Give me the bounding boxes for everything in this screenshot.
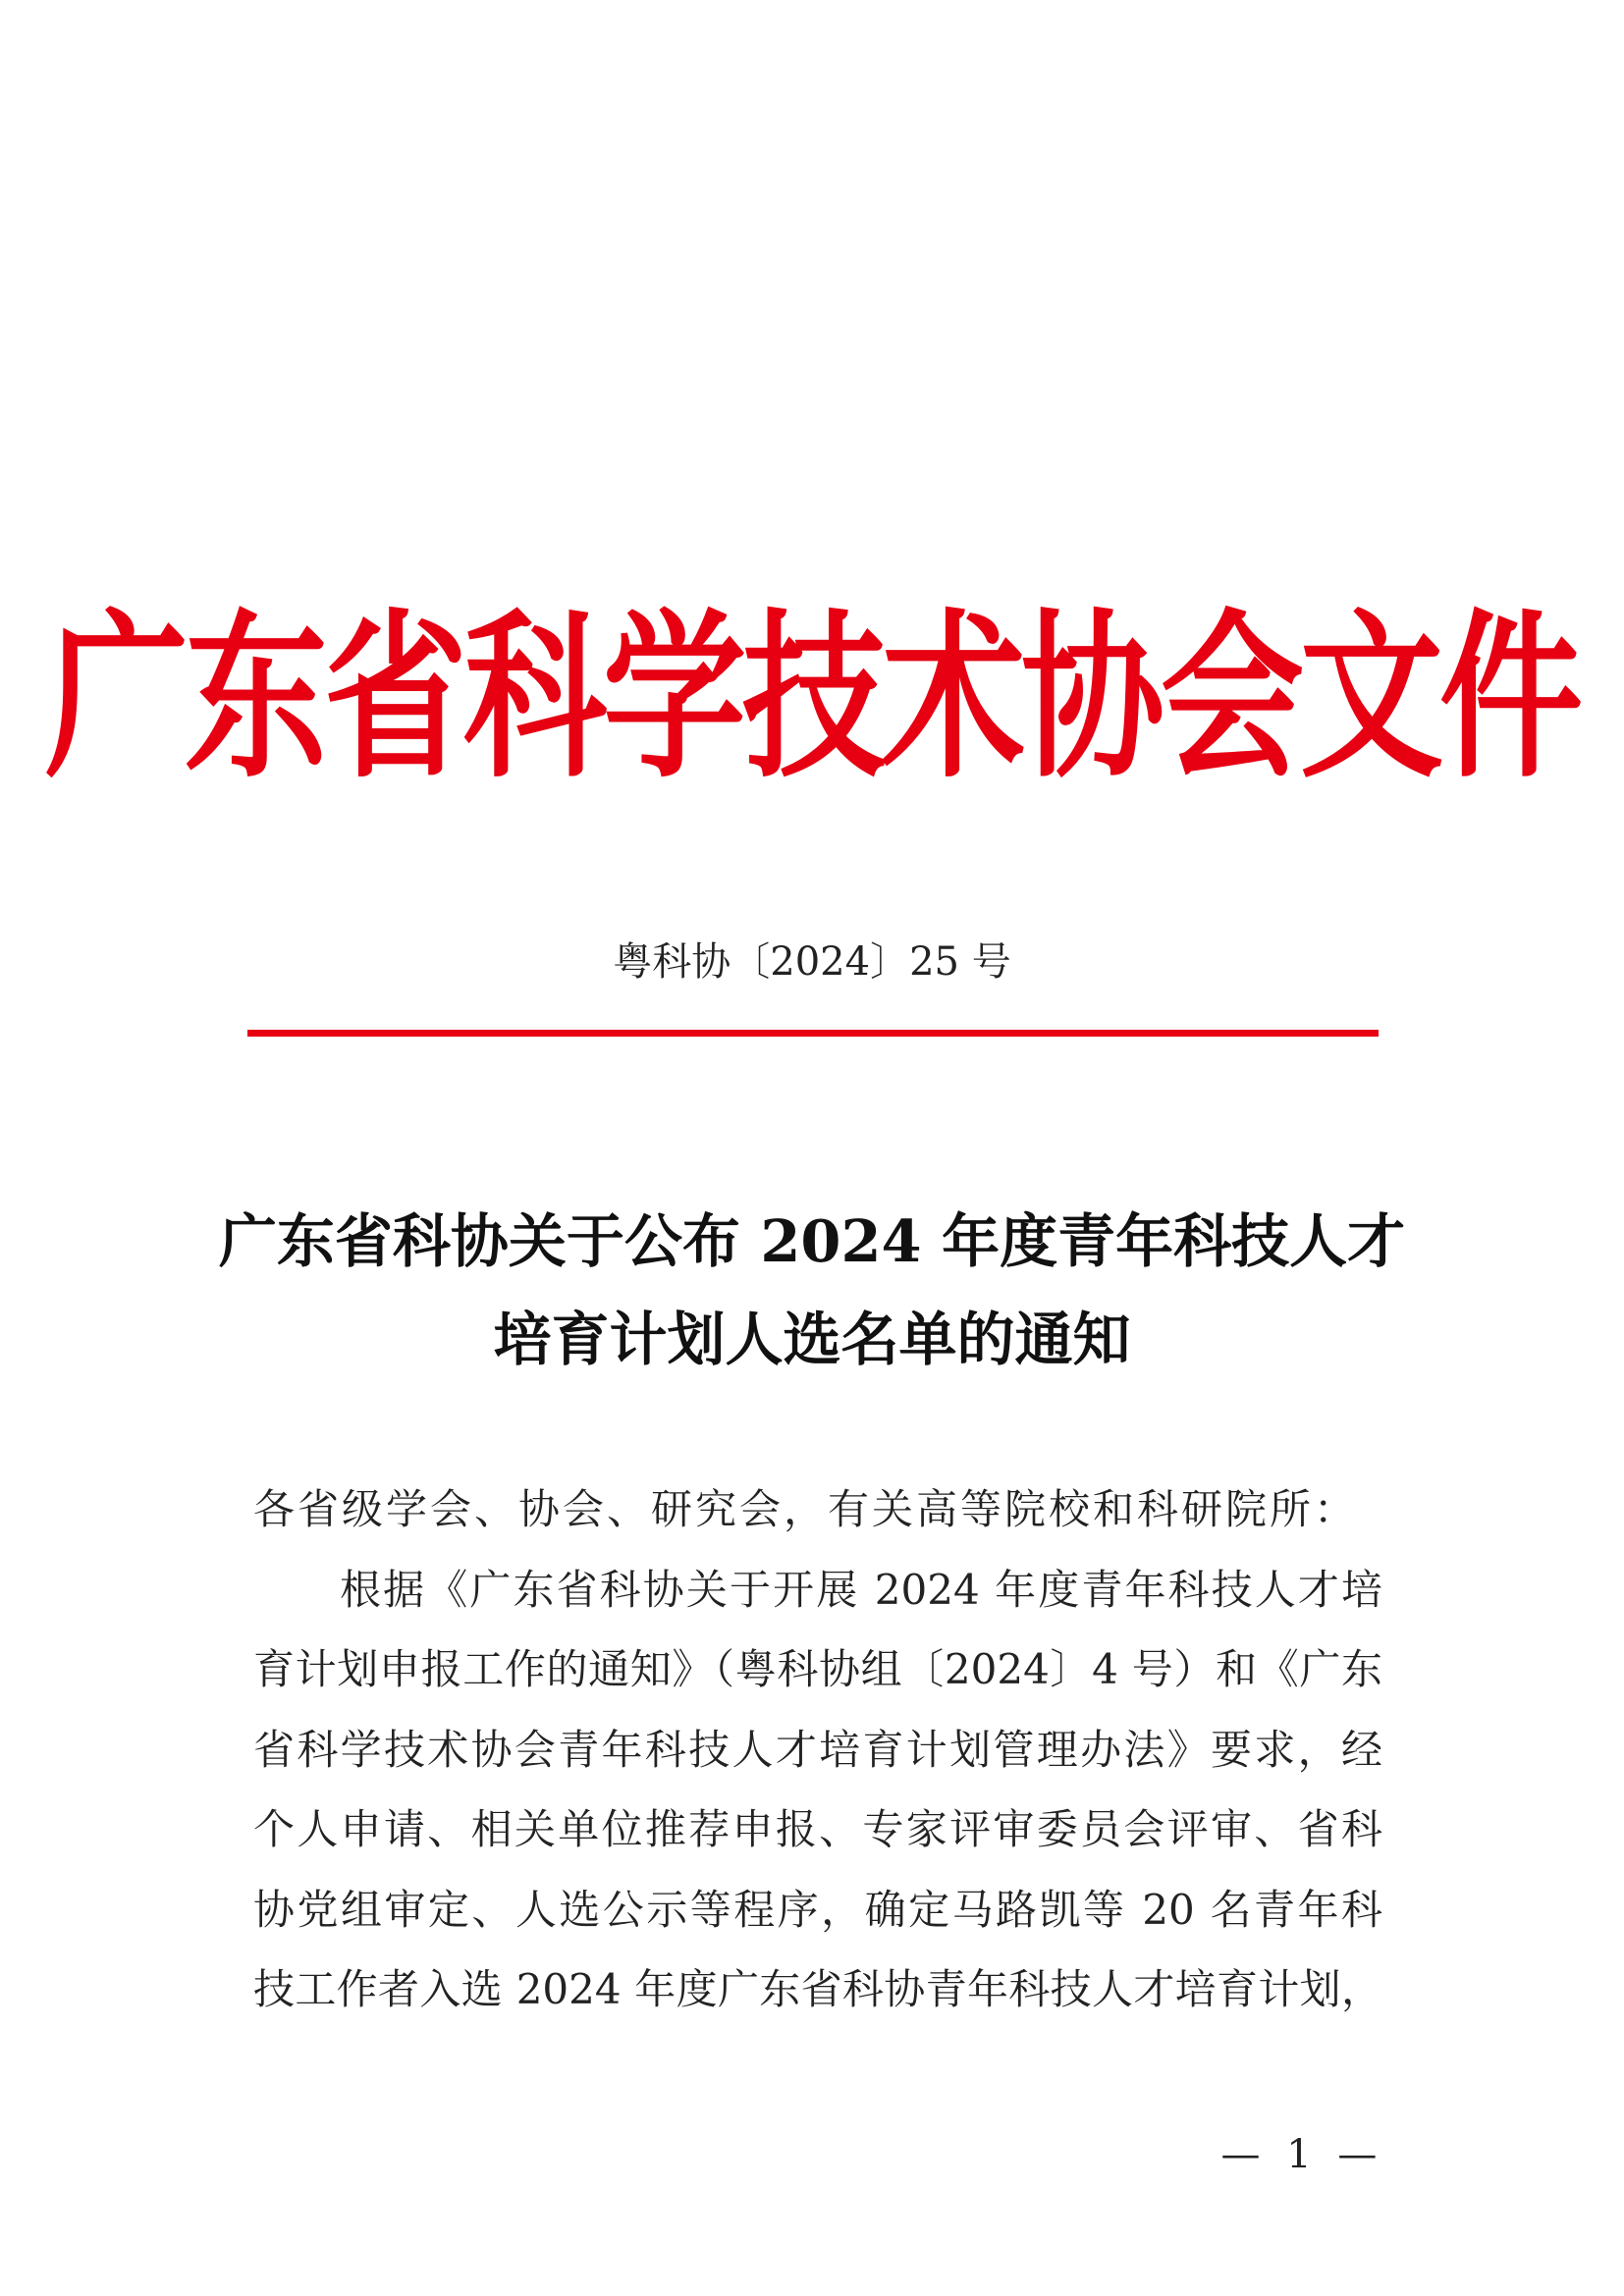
notice-title-line-1: 广东省科协关于公布 2024 年度青年科技人才 — [218, 1207, 1406, 1275]
body-text — [253, 1469, 1382, 2030]
document-number: 粤科协〔2024〕25 号 — [613, 939, 1011, 985]
paragraph-line: 协党组审定、人选公示等程序，确定马路凯等 20 名青年科 — [253, 1885, 1382, 1934]
paragraph-line: 个人申请、相关单位推荐申报、专家评审委员会评审、省科 — [253, 1805, 1382, 1853]
paragraph-line: 省科学技术协会青年科技人才培育计划管理办法》要求，经 — [253, 1725, 1382, 1774]
page-number: — 1 — — [1220, 2132, 1378, 2177]
red-divider-line — [247, 1030, 1379, 1037]
salutation: 各省级学会、协会、研究会，有关高等院校和科研院所： — [253, 1485, 1359, 1533]
masthead-title: 广东省科学技术协会文件 — [45, 592, 1579, 803]
notice-title — [0, 1193, 1624, 1389]
paragraph-line: 育计划申报工作的通知》（粤科协组〔2024〕4 号）和《广东 — [253, 1645, 1382, 1693]
notice-title-line-2: 培育计划人选名单的通知 — [493, 1306, 1131, 1373]
paragraph-line: 根据《广东省科协关于开展 2024 年度青年科技人才培 — [340, 1565, 1382, 1614]
paragraph-line: 技工作者入选 2024 年度广东省科协青年科技人才培育计划， — [253, 1965, 1382, 2013]
